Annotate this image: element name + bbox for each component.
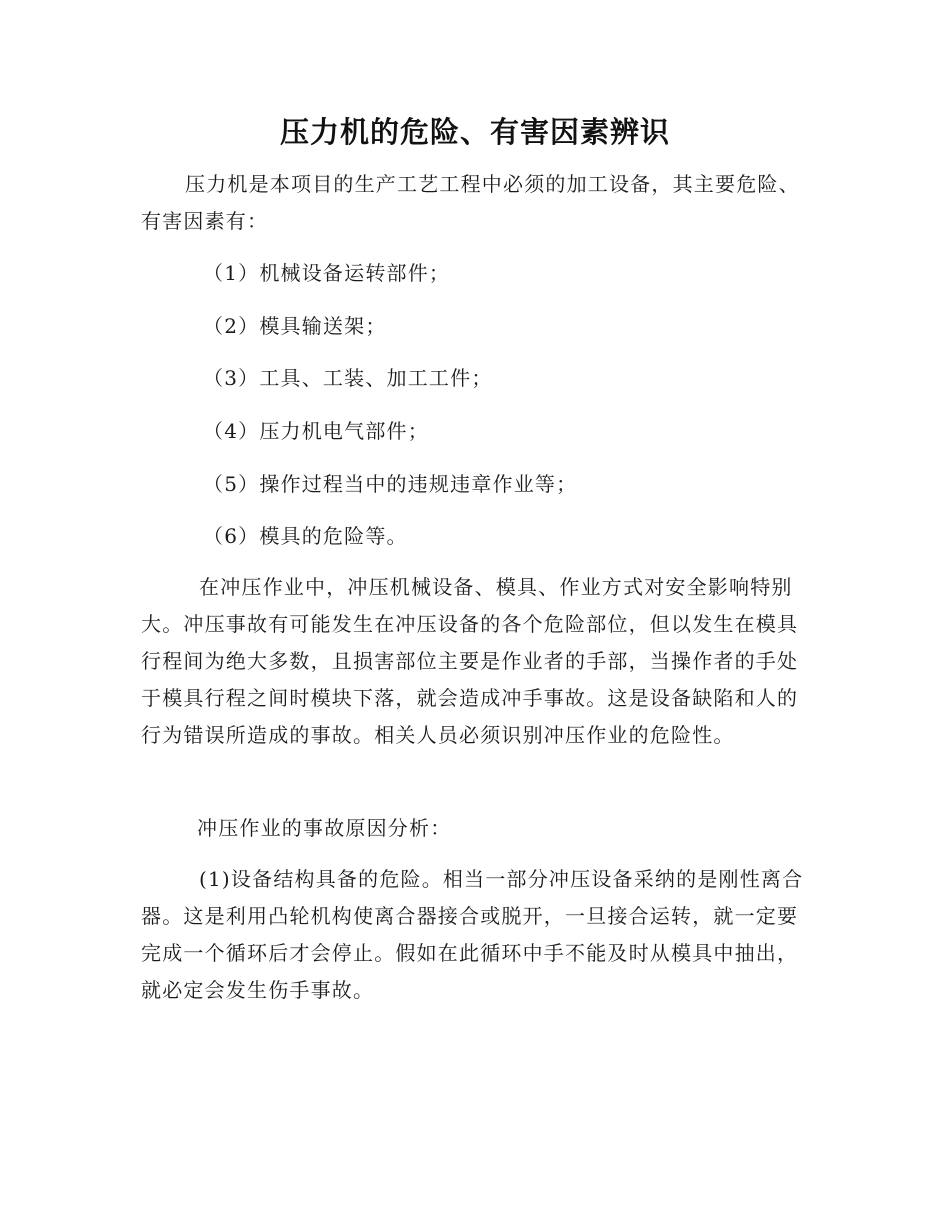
- analysis-heading: 冲压作业的事故原因分析：: [197, 816, 452, 840]
- cause-paragraph-1: (1)设备结构具备的危险。相当一部分冲压设备采纳的是刚性离合器。这是利用凸轮机构使离合器接合或脱开，一旦接合运转，就一定要完成一个循环后才会停止。假如在此循环中手不能及时从模具中抽出，就必定会发生伤手事故。: [141, 867, 804, 1002]
- hazard-item-1: （1）机械设备运转部件；: [203, 261, 451, 285]
- hazard-item-5: （5）操作过程当中的违规违章作业等；: [203, 472, 578, 496]
- hazard-item-6: （6）模具的危险等。: [203, 524, 408, 548]
- intro-paragraph: 压力机是本项目的生产工艺工程中必须的加工设备，其主要危险、有害因素有：: [141, 172, 800, 233]
- hazard-item-3: （3）工具、工装、加工工件；: [203, 366, 493, 390]
- hazard-item-2: （2）模具输送架；: [203, 314, 387, 338]
- stamping-paragraph: 在冲压作业中，冲压机械设备、模具、作业方式对安全影响特别大。冲压事故有可能发生在冲压设备的各个危险部位，但以发生在模具行程间为绝大多数，且损害部位主要是作业者的手部，当操作者的手处于模具行程之间时模块下落，就会造成冲手事故。这是设备缺陷和人的行为错误所造成的事故。相关人员必须识别冲压作业的危险性。: [141, 575, 799, 747]
- document-title: 压力机的危险、有害因素辨识: [279, 115, 670, 149]
- hazard-item-4: （4）压力机电气部件；: [203, 419, 429, 443]
